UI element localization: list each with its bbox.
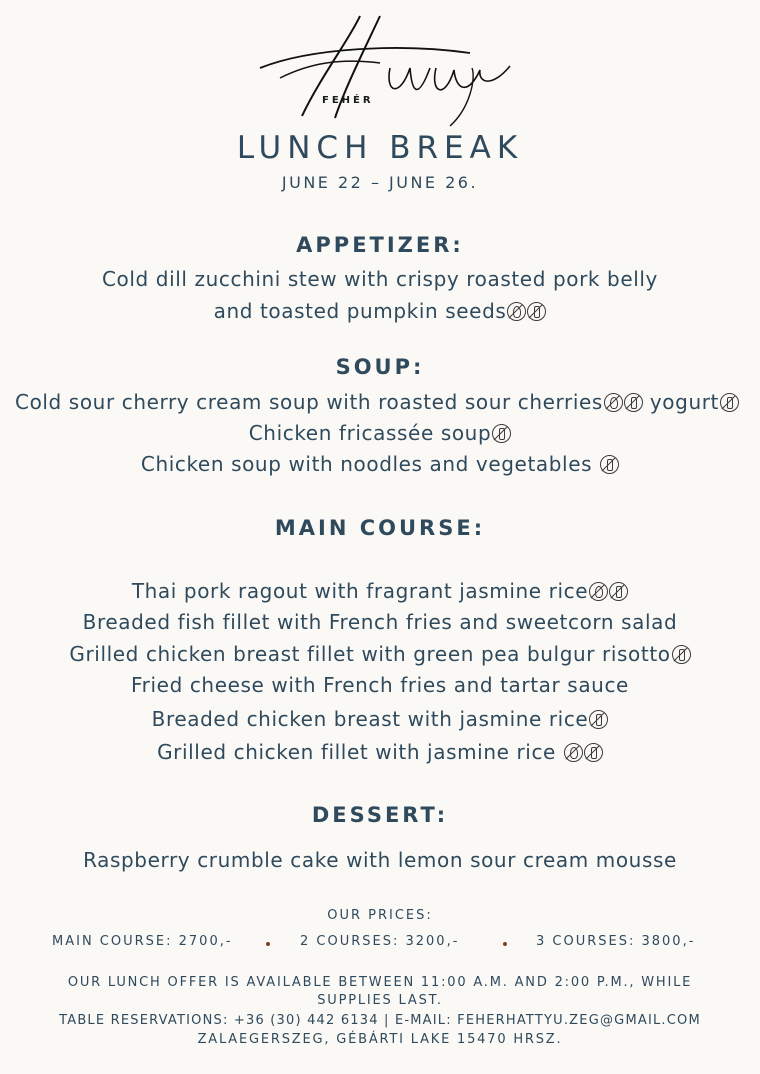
logo (240, 8, 520, 128)
gluten-free-icon (604, 393, 623, 412)
lactose-free-icon (589, 710, 608, 729)
separator-dot (503, 942, 507, 946)
lactose-free-icon (609, 582, 628, 601)
availability-line-1: OUR LUNCH OFFER IS AVAILABLE BETWEEN 11:00 A.M. AND 2:00 P.M., WHILE (67, 975, 693, 990)
soup-item-3: Chicken soup with noodles and vegetables (0, 452, 760, 476)
dessert-item-1: Raspberry crumble cake with lemon sour cream mousse (83, 848, 677, 872)
address-line: ZALAEGERSZEG, GÉBÁRTI LAKE 15470 HRSZ. (197, 1032, 563, 1047)
reservations-line: TABLE RESERVATIONS: +36 (30) 442 6134 | E-MAIL: FEHERHATTYU.ZEG@GMAIL.COM (59, 1013, 701, 1028)
main-item-6: Grilled chicken fillet with jasmine rice (0, 740, 760, 764)
lactose-free-icon (720, 393, 739, 412)
price-three-courses: 3 COURSES: 3800,- (536, 934, 696, 949)
separator-dot (266, 942, 270, 946)
main-item-4: Fried cheese with French fries and tartar sauce (131, 673, 629, 697)
logo-subtitle: FEHÉR (322, 95, 374, 106)
main-item-1: Thai pork ragout with fragrant jasmine rice (0, 579, 760, 603)
main-course-heading: MAIN COURSE: (274, 516, 486, 540)
main-item-3: Grilled chicken breast fillet with green pea bulgur risotto (0, 642, 760, 666)
appetizer-line-2: and toasted pumpkin seeds (0, 299, 760, 323)
lactose-free-icon (584, 743, 603, 762)
price-main-course: MAIN COURSE: 2700,- (52, 934, 233, 949)
lactose-free-icon (624, 393, 643, 412)
lactose-free-icon (600, 455, 619, 474)
soup-item-1: Cold sour cherry cream soup with roasted sour cherries yogurt (15, 390, 760, 414)
gluten-free-icon (564, 743, 583, 762)
gluten-free-icon (507, 302, 526, 321)
gluten-free-icon (589, 582, 608, 601)
appetizer-line-1: Cold dill zucchini stew with crispy roasted pork belly (101, 267, 658, 291)
logo-script-icon (240, 8, 520, 128)
price-two-courses: 2 COURSES: 3200,- (300, 934, 460, 949)
date-range: JUNE 22 – JUNE 26. (281, 173, 479, 192)
prices-heading: OUR PRICES: (327, 908, 433, 923)
main-item-5: Breaded chicken breast with jasmine rice (0, 707, 760, 731)
lactose-free-icon (527, 302, 546, 321)
appetizer-heading: APPETIZER: (296, 233, 464, 257)
availability-line-2: SUPPLIES LAST. (317, 993, 443, 1008)
soup-item-2: Chicken fricassée soup (0, 421, 760, 445)
page-title: LUNCH BREAK (236, 130, 524, 166)
lactose-free-icon (492, 424, 511, 443)
lactose-free-icon (672, 645, 691, 664)
soup-heading: SOUP: (335, 355, 425, 379)
prices-row (0, 934, 760, 952)
dessert-heading: DESSERT: (311, 803, 449, 827)
main-item-2: Breaded fish fillet with French fries and sweetcorn salad (82, 610, 678, 634)
